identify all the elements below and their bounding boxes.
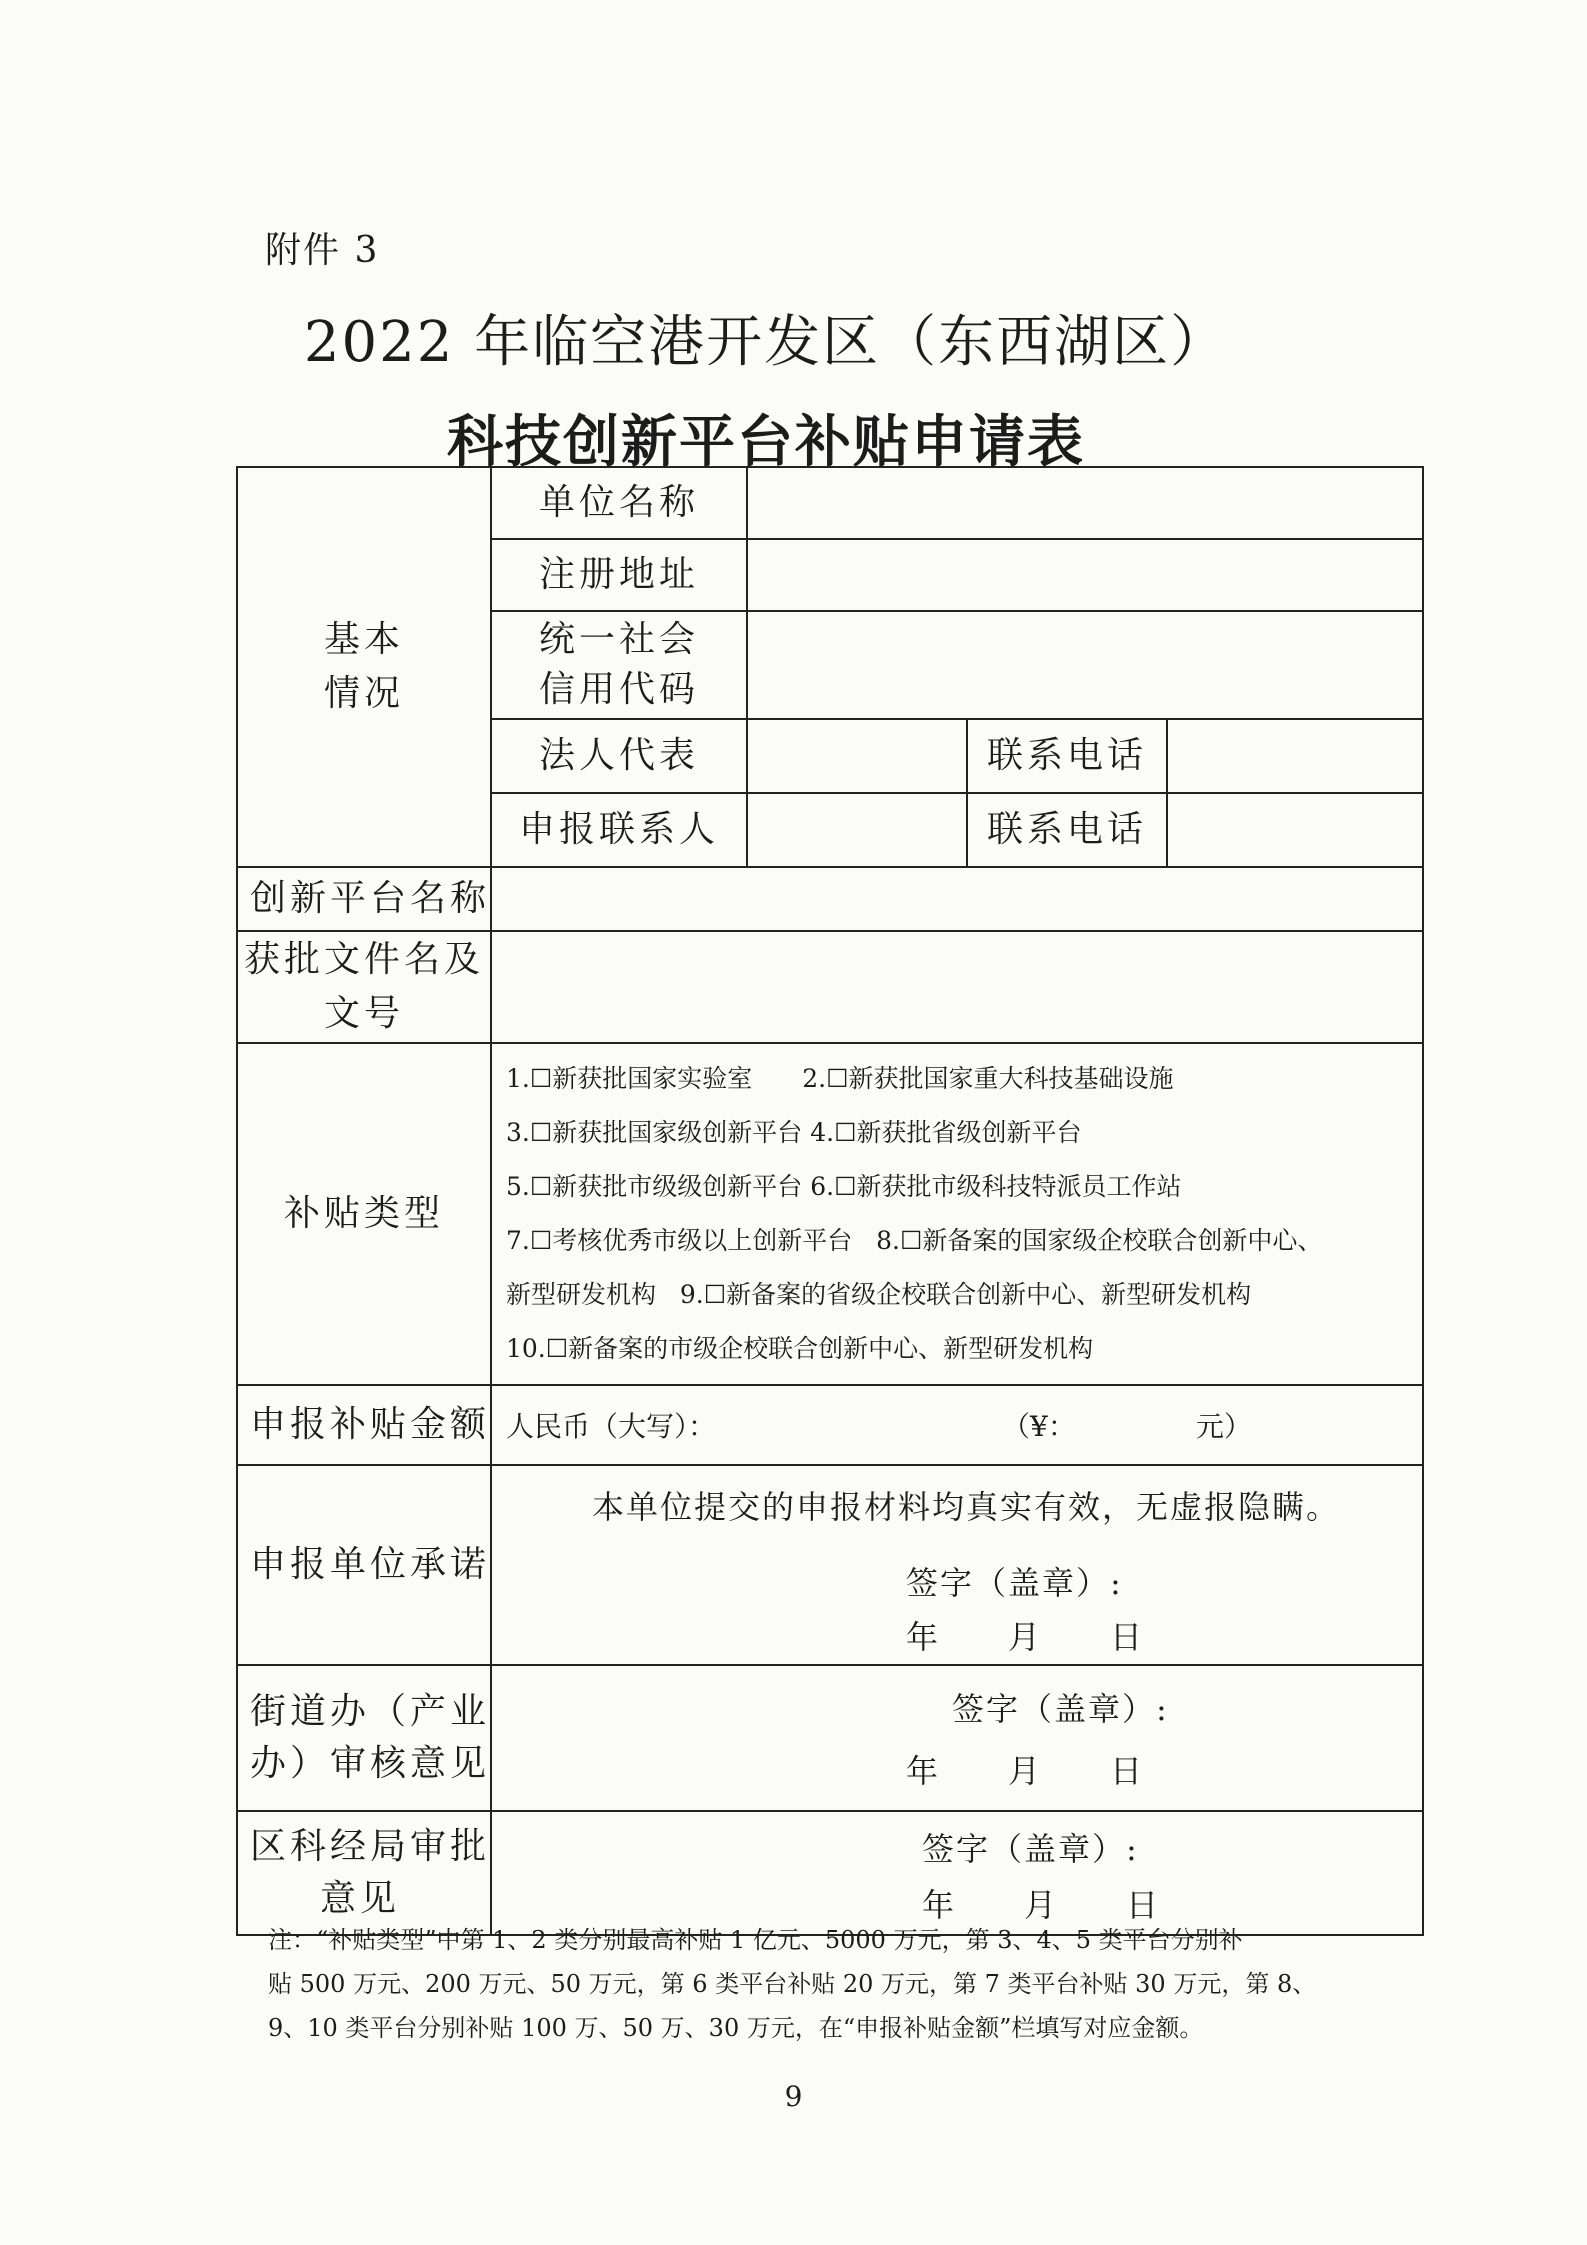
platform-name-label: 创新平台名称	[237, 867, 491, 931]
row-approval-doc	[237, 931, 1423, 1043]
unit-name-field[interactable]	[747, 467, 1423, 539]
amount-rmb-label: 人民币（大写）：	[506, 1410, 717, 1443]
row-amount	[237, 1385, 1423, 1465]
subsidy-type-row	[506, 1322, 1412, 1376]
contact-phone-field-2[interactable]	[1167, 793, 1423, 867]
subsidy-type-row	[506, 1268, 1412, 1322]
street-signature-label: 签字（盖章）:	[952, 1690, 1169, 1728]
subsidy-option-2[interactable]: 2.☐新获批国家重大科技基础设施	[802, 1064, 1174, 1093]
subsidy-type-row	[506, 1214, 1412, 1268]
promise-statement: 本单位提交的申报材料均真实有效，无虚报隐瞒。	[592, 1488, 1341, 1526]
row-bureau-approval	[237, 1811, 1423, 1935]
platform-name-field[interactable]	[491, 867, 1423, 931]
promise-signature-label: 签字（盖章）:	[906, 1564, 1123, 1602]
promise-cell	[491, 1465, 1423, 1665]
credit-code-label	[491, 611, 747, 719]
credit-code-field[interactable]	[747, 611, 1423, 719]
subsidy-option-7[interactable]: 7.☐考核优秀市级以上创新平台	[506, 1226, 853, 1255]
contact-phone-label-1: 联系电话	[967, 719, 1167, 793]
annex-label: 附件 3	[265, 230, 380, 271]
footnote-line-1: 注：“补贴类型”中第 1、2 类分别最高补贴 1 亿元、5000 万元，第 3、4、5 类平台分别补	[268, 1926, 1243, 1954]
subsidy-option-9[interactable]: 9.☐新备案的省级企校联合创新中心、新型研发机构	[679, 1280, 1252, 1309]
applicant-contact-field[interactable]	[747, 793, 967, 867]
street-review-label	[237, 1665, 491, 1811]
reg-address-label: 注册地址	[491, 539, 747, 611]
subsidy-type-options	[491, 1043, 1423, 1385]
subsidy-option-4[interactable]: 4.☐新获批省级创新平台	[810, 1118, 1082, 1147]
bureau-approval-cell[interactable]	[491, 1811, 1423, 1935]
legal-rep-label: 法人代表	[491, 719, 747, 793]
contact-phone-field-1[interactable]	[1167, 719, 1423, 793]
row-platform-name	[237, 867, 1423, 931]
subsidy-option-8[interactable]: 8.☐新备案的国家级企校联合创新中心、	[876, 1226, 1323, 1255]
amount-field[interactable]	[491, 1385, 1423, 1465]
street-review-cell[interactable]	[491, 1665, 1423, 1811]
section-basic-label-2: 情况	[323, 673, 404, 714]
bureau-approval-label-2: 意见	[320, 1878, 401, 1919]
row-subsidy-type	[237, 1043, 1423, 1385]
bureau-approval-label	[237, 1811, 491, 1935]
section-basic-info	[237, 467, 491, 867]
row-street-review	[237, 1665, 1423, 1811]
unit-name-label: 单位名称	[491, 467, 747, 539]
subsidy-type-row	[506, 1052, 1412, 1106]
promise-date: 年 月 日	[906, 1618, 1145, 1656]
subsidy-option-10[interactable]: 10.☐新备案的市级企校联合创新中心、新型研发机构	[506, 1334, 1094, 1363]
bureau-date: 年 月 日	[922, 1886, 1161, 1924]
subsidy-option-5[interactable]: 5.☐新获批市级级创新平台	[506, 1172, 803, 1201]
subsidy-type-row	[506, 1106, 1412, 1160]
approval-doc-field[interactable]	[491, 931, 1423, 1043]
subsidy-option-3[interactable]: 3.☐新获批国家级创新平台	[506, 1118, 803, 1147]
footnote	[268, 1918, 1418, 2050]
form-title-line-1: 2022 年临空港开发区（东西湖区）	[303, 310, 1229, 375]
approval-doc-label	[237, 931, 491, 1043]
amount-yen-label: （¥：	[1002, 1410, 1076, 1443]
bureau-signature-label: 签字（盖章）:	[922, 1830, 1139, 1868]
approval-doc-label-1: 获批文件名及	[243, 939, 484, 980]
page-number: 9	[784, 2080, 803, 2113]
approval-doc-label-2: 文号	[323, 993, 404, 1034]
row-promise	[237, 1465, 1423, 1665]
applicant-contact-label: 申报联系人	[491, 793, 747, 867]
street-review-label-1: 街道办（产业	[250, 1691, 491, 1732]
subsidy-option-8-cont: 新型研发机构	[506, 1280, 657, 1309]
contact-phone-label-2: 联系电话	[967, 793, 1167, 867]
street-date: 年 月 日	[906, 1752, 1145, 1790]
footnote-line-2: 贴 500 万元、200 万元、50 万元，第 6 类平台补贴 20 万元，第 7 类平台补贴 30 万元，第 8、	[268, 1970, 1317, 1998]
street-review-label-2: 办）审核意见	[250, 1743, 491, 1784]
reg-address-field[interactable]	[747, 539, 1423, 611]
credit-code-label-2: 信用代码	[538, 669, 699, 710]
bureau-approval-label-1: 区科经局审批	[250, 1826, 491, 1867]
form-title-line-2: 科技创新平台补贴申请表	[447, 409, 1085, 475]
amount-yuan-label: 元）	[1195, 1410, 1252, 1443]
credit-code-label-1: 统一社会	[538, 619, 699, 660]
subsidy-option-6[interactable]: 6.☐新获批市级科技特派员工作站	[810, 1172, 1182, 1201]
subsidy-option-1[interactable]: 1.☐新获批国家实验室	[506, 1064, 753, 1093]
legal-rep-field[interactable]	[747, 719, 967, 793]
section-basic-label-1: 基本	[323, 619, 404, 660]
footnote-line-3: 9、10 类平台分别补贴 100 万、50 万、30 万元，在“申报补贴金额”栏填写对应金额。	[268, 2014, 1204, 2042]
amount-label: 申报补贴金额	[237, 1385, 491, 1465]
subsidy-type-label: 补贴类型	[237, 1043, 491, 1385]
subsidy-type-row	[506, 1160, 1412, 1214]
application-form-table	[236, 466, 1424, 1936]
promise-label: 申报单位承诺	[237, 1465, 491, 1665]
row-unit-name	[237, 467, 1423, 539]
